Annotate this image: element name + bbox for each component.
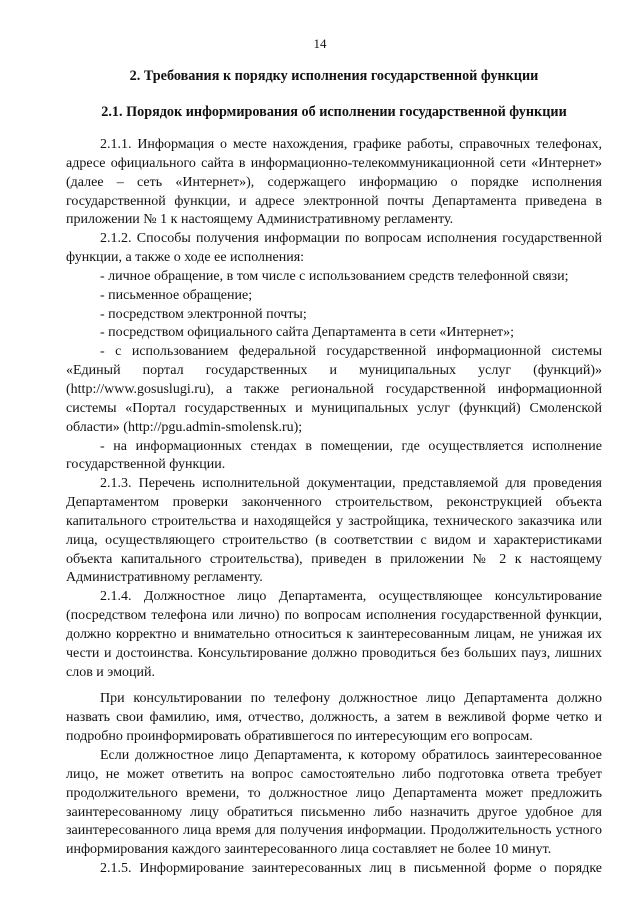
paragraph: 2.1.1. Информация о месте нахождения, графике работы, справочных телефонах, адресе официального сайта в информационно-телекоммуникационной сети «Интернет» (далее – сеть «Интернет»), содержащего информацию о порядке исполнения государственной функции, и адресе электронной почты Департамента приведена в приложении № 1 к настоящему Административному регламенту. xyxy=(66,137,602,228)
paragraph: Если должностное лицо Департамента, к которому обратилось заинтересованное лицо, не может ответить на вопрос самостоятельно либо подготовка ответа требует продолжительного времени, то должностное лицо Департамента может предложить заинтересованному лицу обратиться письменно либо назначить другое удобное для заинтересованного лица время для получения информации. Продолжительность устного информирования каждого заинтересованного лица составляет не более 10 минут. xyxy=(66,748,602,858)
subsection-title: 2.1. Порядок информирования об исполнении государственной функции xyxy=(101,104,567,120)
list-item: - посредством электронной почты; xyxy=(100,306,307,322)
list-item: - на информационных стендах в помещении, где осуществляется исполнение государственной функции. xyxy=(66,438,602,473)
paragraph: 2.1.4. Должностное лицо Департамента, осуществляющее консультирование (посредством телефона или лично) по вопросам исполнения государственной функции, должно корректно и внимательно относиться к заинтересованным лицам, не унижая их чести и достоинства. Консультирование должно проводиться без больших пауз, лишних слов и эмоций. xyxy=(66,589,602,680)
list-item: - личное обращение, в том числе с использованием средств телефонной связи; xyxy=(100,268,569,284)
paragraph: 2.1.2. Способы получения информации по вопросам исполнения государственной функции, а также о ходе ее исполнения: xyxy=(66,231,602,266)
list-item: - письменное обращение; xyxy=(100,287,253,303)
paragraph: 2.1.5. Информирование заинтересованных лиц в письменной форме о порядке xyxy=(100,861,602,877)
page-number: 14 xyxy=(313,36,327,51)
paragraph: При консультировании по телефону должностное лицо Департамента должно назвать свои фамилию, имя, отчество, должность, а затем в вежливой форме четко и подробно проинформировать обратившегося по интересующим его вопросам. xyxy=(66,691,602,745)
list-item: - с использованием федеральной государственной информационной системы «Единый портал государственных и муниципальных услуг (функций)» (http://www.gosuslugi.ru), а также региональной государственной информационной системы «Портал государственных и муниципальных услуг (функций) Смоленской области» (http://pgu.admin-smolensk.ru); xyxy=(66,344,602,435)
section-title: 2. Требования к порядку исполнения государственной функции xyxy=(129,68,539,84)
list-item: - посредством официального сайта Департамента в сети «Интернет»; xyxy=(100,325,515,341)
paragraph: 2.1.3. Перечень исполнительной документации, представляемой для проведения Департаментом проверки законченного строительством, реконструкцией объекта капитального строительства и находящейся у застройщика, технического заказчика или лица, осуществляющего строительство (в соответствии с видом и характеристиками объекта капитального строительства), приведен в приложении № 2 к настоящему Административному регламенту. xyxy=(66,476,602,586)
document-body xyxy=(66,136,602,879)
